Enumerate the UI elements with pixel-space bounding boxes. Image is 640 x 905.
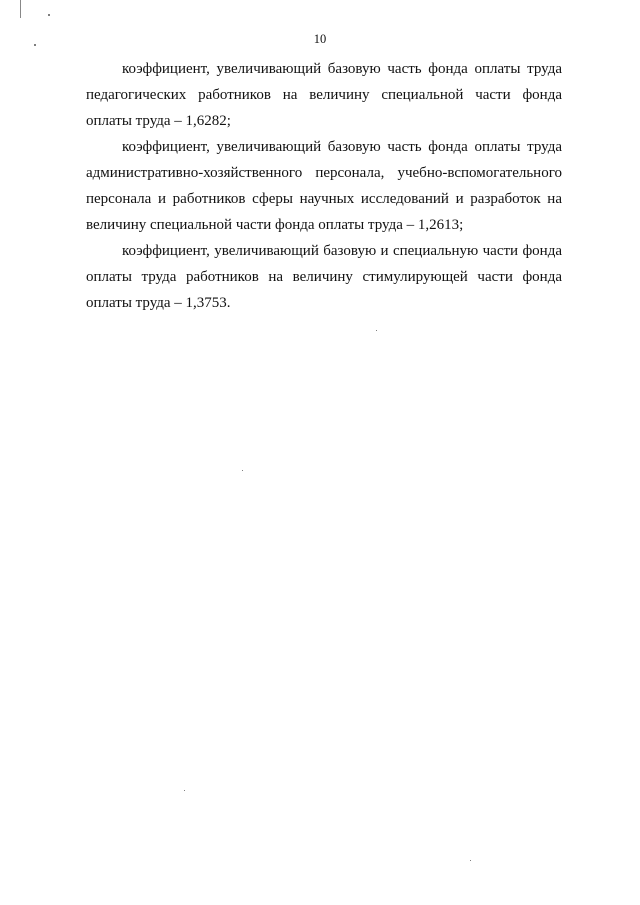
- scan-speck: [470, 860, 471, 861]
- scan-speck: [376, 330, 377, 331]
- paragraph-administrative-coefficient: коэффициент, увеличивающий базовую часть фонда оплаты труда административно-хозяйственного персонала, учебно-вспомогательного персонала и работников сферы научных исследований и разработок на величину специальной части фонда оплаты труда – 1,2613;: [86, 139, 562, 233]
- scan-edge-mark: [20, 0, 21, 18]
- scan-speck: [242, 470, 243, 471]
- paragraph-pedagogical-coefficient: коэффициент, увеличивающий базовую часть фонда оплаты труда педагогических работников на величину специальной части фонда оплаты труда – 1,6282;: [86, 61, 562, 129]
- page-number: 10: [313, 32, 327, 46]
- scan-speck: [48, 14, 50, 16]
- paragraph-stimulating-coefficient: коэффициент, увеличивающий базовую и специальную части фонда оплаты труда работников на величину стимулирующей части фонда оплаты труда – 1,3753.: [86, 243, 562, 311]
- document-body: [86, 56, 562, 316]
- scan-speck: [184, 790, 185, 791]
